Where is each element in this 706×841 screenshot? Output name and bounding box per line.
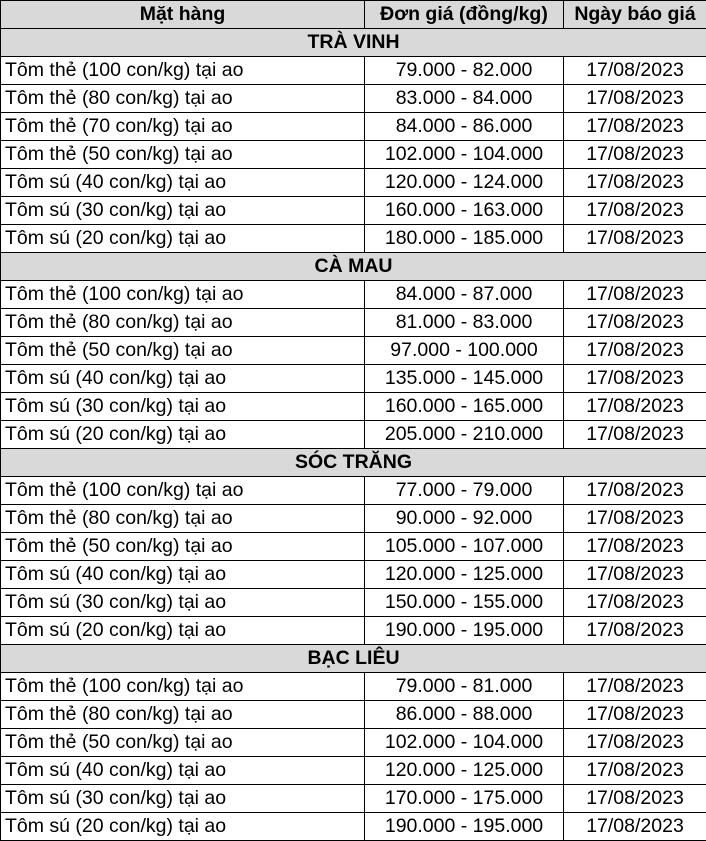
table-row [1,141,706,169]
table-row [1,113,706,141]
item-name-cell: Tôm sú (30 con/kg) tại ao [1,197,365,225]
table-header-row [1,1,706,29]
table-row [1,813,706,841]
table-row [1,225,706,253]
date-cell: 17/08/2023 [564,785,706,813]
date-cell: 17/08/2023 [564,813,706,841]
price-cell: 160.000 - 165.000 [365,393,564,421]
date-cell: 17/08/2023 [564,505,706,533]
table-row [1,477,706,505]
date-cell: 17/08/2023 [564,113,706,141]
price-cell: 84.000 - 87.000 [365,281,564,309]
date-cell: 17/08/2023 [564,393,706,421]
date-cell: 17/08/2023 [564,57,706,85]
price-cell: 105.000 - 107.000 [365,533,564,561]
date-cell: 17/08/2023 [564,281,706,309]
table-row [1,309,706,337]
price-cell: 190.000 - 195.000 [365,813,564,841]
price-cell: 135.000 - 145.000 [365,365,564,393]
price-cell: 120.000 - 125.000 [365,757,564,785]
price-cell: 81.000 - 83.000 [365,309,564,337]
price-cell: 150.000 - 155.000 [365,589,564,617]
price-cell: 190.000 - 195.000 [365,617,564,645]
table-row [1,85,706,113]
item-name-cell: Tôm thẻ (100 con/kg) tại ao [1,673,365,701]
item-name-cell: Tôm sú (40 con/kg) tại ao [1,365,365,393]
item-name-cell: Tôm thẻ (80 con/kg) tại ao [1,85,365,113]
region-name: TRÀ VINH [1,29,706,57]
price-cell: 180.000 - 185.000 [365,225,564,253]
table-row [1,533,706,561]
region-header-row [1,645,706,673]
price-cell: 102.000 - 104.000 [365,729,564,757]
item-name-cell: Tôm sú (20 con/kg) tại ao [1,813,365,841]
column-header-item: Mặt hàng [1,1,365,29]
item-name-cell: Tôm sú (30 con/kg) tại ao [1,785,365,813]
date-cell: 17/08/2023 [564,309,706,337]
date-cell: 17/08/2023 [564,225,706,253]
price-cell: 90.000 - 92.000 [365,505,564,533]
price-cell: 79.000 - 82.000 [365,57,564,85]
price-cell: 83.000 - 84.000 [365,85,564,113]
date-cell: 17/08/2023 [564,365,706,393]
item-name-cell: Tôm sú (20 con/kg) tại ao [1,617,365,645]
date-cell: 17/08/2023 [564,589,706,617]
item-name-cell: Tôm sú (30 con/kg) tại ao [1,589,365,617]
table-row [1,393,706,421]
item-name-cell: Tôm thẻ (70 con/kg) tại ao [1,113,365,141]
region-name: BẠC LIÊU [1,645,706,673]
table-row [1,589,706,617]
item-name-cell: Tôm thẻ (80 con/kg) tại ao [1,309,365,337]
table-row [1,561,706,589]
date-cell: 17/08/2023 [564,85,706,113]
item-name-cell: Tôm sú (30 con/kg) tại ao [1,393,365,421]
price-cell: 79.000 - 81.000 [365,673,564,701]
date-cell: 17/08/2023 [564,561,706,589]
item-name-cell: Tôm sú (40 con/kg) tại ao [1,169,365,197]
table-row [1,673,706,701]
table-row [1,729,706,757]
date-cell: 17/08/2023 [564,477,706,505]
table-row [1,365,706,393]
table-row [1,421,706,449]
table-body [1,29,706,841]
region-header-row [1,253,706,281]
table-row [1,617,706,645]
table-row [1,785,706,813]
column-header-date: Ngày báo giá [564,1,706,29]
item-name-cell: Tôm thẻ (100 con/kg) tại ao [1,281,365,309]
table-row [1,505,706,533]
date-cell: 17/08/2023 [564,673,706,701]
date-cell: 17/08/2023 [564,421,706,449]
item-name-cell: Tôm thẻ (50 con/kg) tại ao [1,533,365,561]
region-name: CÀ MAU [1,253,706,281]
item-name-cell: Tôm thẻ (100 con/kg) tại ao [1,57,365,85]
table-row [1,197,706,225]
table-row [1,281,706,309]
table-row [1,337,706,365]
price-cell: 120.000 - 125.000 [365,561,564,589]
price-cell: 205.000 - 210.000 [365,421,564,449]
price-cell: 102.000 - 104.000 [365,141,564,169]
price-cell: 120.000 - 124.000 [365,169,564,197]
price-cell: 77.000 - 79.000 [365,477,564,505]
price-cell: 86.000 - 88.000 [365,701,564,729]
item-name-cell: Tôm thẻ (100 con/kg) tại ao [1,477,365,505]
date-cell: 17/08/2023 [564,729,706,757]
item-name-cell: Tôm thẻ (80 con/kg) tại ao [1,701,365,729]
item-name-cell: Tôm sú (40 con/kg) tại ao [1,757,365,785]
item-name-cell: Tôm thẻ (50 con/kg) tại ao [1,729,365,757]
item-name-cell: Tôm thẻ (50 con/kg) tại ao [1,337,365,365]
price-cell: 160.000 - 163.000 [365,197,564,225]
region-header-row [1,29,706,57]
column-header-price: Đơn giá (đồng/kg) [365,1,564,29]
table-row [1,169,706,197]
region-name: SÓC TRĂNG [1,449,706,477]
item-name-cell: Tôm sú (20 con/kg) tại ao [1,421,365,449]
table-row [1,757,706,785]
date-cell: 17/08/2023 [564,757,706,785]
price-cell: 84.000 - 86.000 [365,113,564,141]
table-row [1,57,706,85]
date-cell: 17/08/2023 [564,141,706,169]
item-name-cell: Tôm thẻ (80 con/kg) tại ao [1,505,365,533]
date-cell: 17/08/2023 [564,701,706,729]
price-cell: 170.000 - 175.000 [365,785,564,813]
date-cell: 17/08/2023 [564,197,706,225]
price-cell: 97.000 - 100.000 [365,337,564,365]
item-name-cell: Tôm sú (20 con/kg) tại ao [1,225,365,253]
date-cell: 17/08/2023 [564,337,706,365]
date-cell: 17/08/2023 [564,169,706,197]
date-cell: 17/08/2023 [564,533,706,561]
date-cell: 17/08/2023 [564,617,706,645]
item-name-cell: Tôm thẻ (50 con/kg) tại ao [1,141,365,169]
region-header-row [1,449,706,477]
item-name-cell: Tôm sú (40 con/kg) tại ao [1,561,365,589]
table-row [1,701,706,729]
